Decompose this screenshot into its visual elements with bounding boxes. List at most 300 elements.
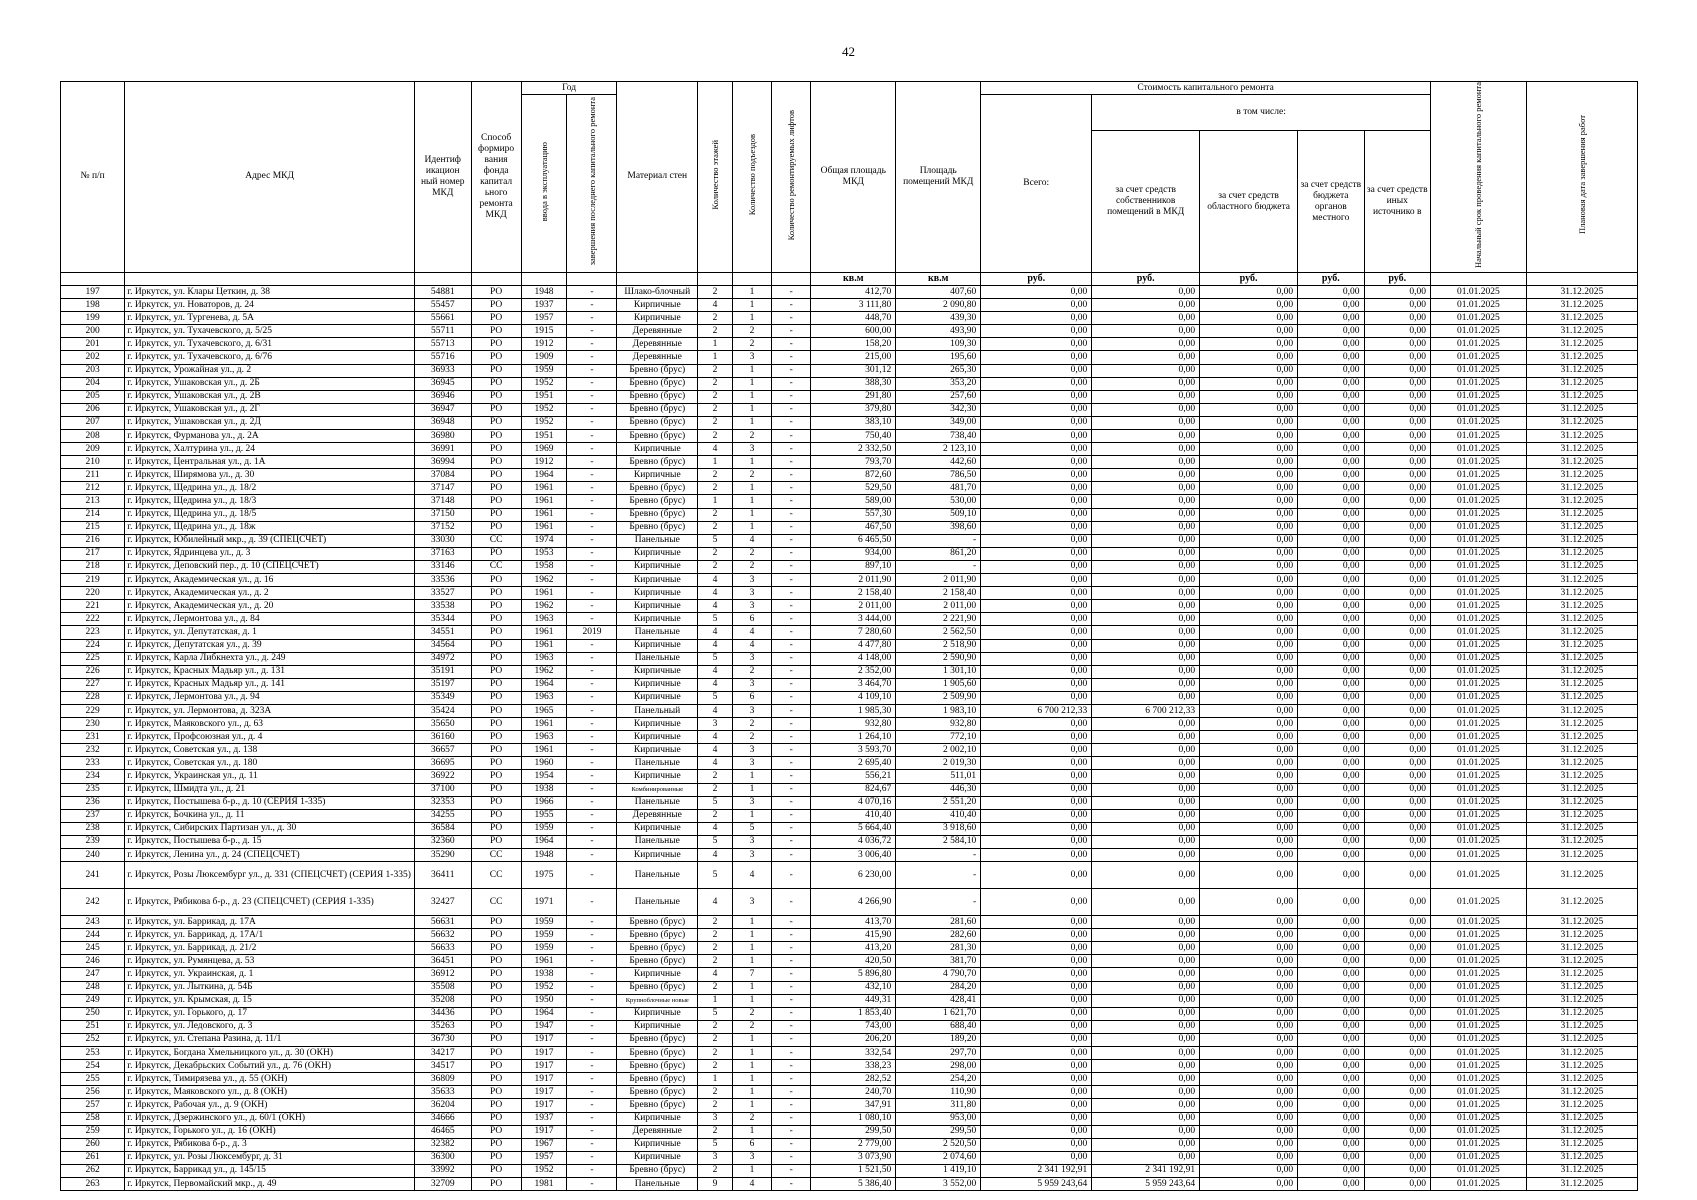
row-address: г. Иркутск, Щедрина ул., д. 18ж xyxy=(125,521,415,534)
row-address: г. Иркутск, ул. Новаторов, д. 24 xyxy=(125,299,415,312)
row-total-area: 282,52 xyxy=(811,1073,896,1086)
row-num: 249 xyxy=(61,994,125,1007)
header-cost-regional: за счет средств областного бюджета xyxy=(1200,131,1298,273)
row-entrances: 3 xyxy=(732,351,771,364)
row-walls: Кирпичные xyxy=(617,1112,698,1125)
row-cost-regional: 0,00 xyxy=(1200,456,1298,469)
row-year-last-repair: - xyxy=(567,1007,617,1020)
row-cost-local: 0,00 xyxy=(1298,678,1364,691)
row-cost-local: 0,00 xyxy=(1298,849,1364,862)
row-year-last-repair: - xyxy=(567,1073,617,1086)
row-floors: 1 xyxy=(698,994,733,1007)
row-cost-owners: 0,00 xyxy=(1092,639,1200,652)
row-year-last-repair: - xyxy=(567,1164,617,1177)
row-year-commission: 1951 xyxy=(521,390,567,403)
row-premises-area: 2 002,10 xyxy=(896,744,981,757)
table-row xyxy=(61,809,1638,822)
row-cost-total: 0,00 xyxy=(981,783,1092,796)
row-total-area: 5 896,80 xyxy=(811,968,896,981)
row-floors: 5 xyxy=(698,652,733,665)
row-end-date: 31.12.2025 xyxy=(1526,613,1637,626)
row-year-commission: 1967 xyxy=(521,1138,567,1151)
row-start-term: 01.01.2025 xyxy=(1430,809,1526,822)
row-cost-total: 0,00 xyxy=(981,469,1092,482)
row-total-area: 420,50 xyxy=(811,955,896,968)
row-total-area: 5 664,40 xyxy=(811,822,896,835)
row-cost-local: 0,00 xyxy=(1298,587,1364,600)
row-end-date: 31.12.2025 xyxy=(1526,783,1637,796)
row-walls: Кирпичные xyxy=(617,718,698,731)
row-cost-other: 0,00 xyxy=(1364,652,1430,665)
row-num: 214 xyxy=(61,508,125,521)
row-walls: Кирпичные xyxy=(617,443,698,456)
row-cost-local: 0,00 xyxy=(1298,495,1364,508)
row-cost-local: 0,00 xyxy=(1298,1020,1364,1033)
row-year-commission: 1952 xyxy=(521,377,567,390)
row-method: РО xyxy=(471,338,521,351)
row-walls: Деревянные xyxy=(617,351,698,364)
row-entrances: 3 xyxy=(732,757,771,770)
row-total-area: 449,31 xyxy=(811,994,896,1007)
row-premises-area: 311,80 xyxy=(896,1099,981,1112)
table-row xyxy=(61,430,1638,443)
row-ident: 36991 xyxy=(414,443,471,456)
row-cost-regional: 0,00 xyxy=(1200,929,1298,942)
row-walls: Деревянные xyxy=(617,1125,698,1138)
row-method: РО xyxy=(471,994,521,1007)
row-cost-owners: 0,00 xyxy=(1092,796,1200,809)
row-year-last-repair: - xyxy=(567,942,617,955)
row-address: г. Иркутск, Урожайная ул., д. 2 xyxy=(125,364,415,377)
row-start-term: 01.01.2025 xyxy=(1430,574,1526,587)
table-row xyxy=(61,443,1638,456)
row-cost-regional: 0,00 xyxy=(1200,600,1298,613)
row-year-commission: 1963 xyxy=(521,613,567,626)
row-lifts: - xyxy=(772,482,811,495)
row-walls: Кирпичные xyxy=(617,849,698,862)
row-cost-local: 0,00 xyxy=(1298,403,1364,416)
row-ident: 35344 xyxy=(414,613,471,626)
row-cost-other: 0,00 xyxy=(1364,1151,1430,1164)
row-cost-total: 0,00 xyxy=(981,718,1092,731)
row-entrances: 2 xyxy=(732,560,771,573)
row-year-last-repair: - xyxy=(567,955,617,968)
row-year-commission: 1961 xyxy=(521,718,567,731)
row-lifts: - xyxy=(772,691,811,704)
row-cost-regional: 0,00 xyxy=(1200,1086,1298,1099)
row-cost-regional: 0,00 xyxy=(1200,1177,1298,1190)
row-method: РО xyxy=(471,495,521,508)
row-cost-total: 0,00 xyxy=(981,443,1092,456)
row-year-commission: 1948 xyxy=(521,849,567,862)
row-address: г. Иркутск, ул. Крымская, д. 15 xyxy=(125,994,415,1007)
row-address: г. Иркутск, Тимирязева ул., д. 55 (ОКН) xyxy=(125,1073,415,1086)
row-num: 253 xyxy=(61,1047,125,1060)
row-cost-total: 0,00 xyxy=(981,587,1092,600)
row-end-date: 31.12.2025 xyxy=(1526,600,1637,613)
row-cost-owners: 0,00 xyxy=(1092,1047,1200,1060)
row-start-term: 01.01.2025 xyxy=(1430,1164,1526,1177)
row-cost-other: 0,00 xyxy=(1364,835,1430,848)
table-row xyxy=(61,731,1638,744)
row-cost-owners: 0,00 xyxy=(1092,312,1200,325)
row-ident: 56631 xyxy=(414,916,471,929)
row-start-term: 01.01.2025 xyxy=(1430,377,1526,390)
row-walls: Кирпичные xyxy=(617,1020,698,1033)
row-cost-regional: 0,00 xyxy=(1200,955,1298,968)
header-cost-total: Всего: xyxy=(981,95,1092,273)
row-cost-local: 0,00 xyxy=(1298,626,1364,639)
row-cost-regional: 0,00 xyxy=(1200,534,1298,547)
row-lifts: - xyxy=(772,718,811,731)
row-year-commission: 1961 xyxy=(521,744,567,757)
table-row xyxy=(61,639,1638,652)
row-num: 236 xyxy=(61,796,125,809)
row-num: 212 xyxy=(61,482,125,495)
row-premises-area: 2 520,50 xyxy=(896,1138,981,1151)
row-entrances: 2 xyxy=(732,325,771,338)
row-ident: 55457 xyxy=(414,299,471,312)
row-address: г. Иркутск, ул. Румянцева, д. 53 xyxy=(125,955,415,968)
row-walls: Бревно (брус) xyxy=(617,521,698,534)
row-floors: 2 xyxy=(698,1020,733,1033)
row-cost-other: 0,00 xyxy=(1364,731,1430,744)
row-address: г. Иркутск, Деповский пер., д. 10 (СПЕЦСЧЕТ) xyxy=(125,560,415,573)
row-end-date: 31.12.2025 xyxy=(1526,652,1637,665)
row-cost-local: 0,00 xyxy=(1298,652,1364,665)
row-cost-total: 0,00 xyxy=(981,456,1092,469)
row-year-last-repair: - xyxy=(567,534,617,547)
row-ident: 37152 xyxy=(414,521,471,534)
row-year-last-repair: - xyxy=(567,783,617,796)
row-cost-regional: 0,00 xyxy=(1200,916,1298,929)
row-cost-regional: 0,00 xyxy=(1200,521,1298,534)
row-cost-local: 0,00 xyxy=(1298,377,1364,390)
row-num: 221 xyxy=(61,600,125,613)
row-floors: 5 xyxy=(698,1007,733,1020)
row-cost-local: 0,00 xyxy=(1298,430,1364,443)
row-premises-area: 932,80 xyxy=(896,718,981,731)
row-cost-owners: 0,00 xyxy=(1092,1086,1200,1099)
row-num: 230 xyxy=(61,718,125,731)
row-total-area: 2 011,00 xyxy=(811,600,896,613)
header-ident: Идентиф икацион ный номер МКД xyxy=(414,82,471,273)
row-cost-local: 0,00 xyxy=(1298,809,1364,822)
header-including: в том числе: xyxy=(1092,95,1431,131)
row-end-date: 31.12.2025 xyxy=(1526,299,1637,312)
row-method: РО xyxy=(471,929,521,942)
row-premises-area: 2 584,10 xyxy=(896,835,981,848)
row-num: 220 xyxy=(61,587,125,600)
row-start-term: 01.01.2025 xyxy=(1430,1033,1526,1046)
row-cost-total: 0,00 xyxy=(981,770,1092,783)
row-cost-local: 0,00 xyxy=(1298,299,1364,312)
row-walls: Панельные xyxy=(617,757,698,770)
row-address: г. Иркутск, Баррикад ул., д. 145/15 xyxy=(125,1164,415,1177)
row-address: г. Иркутск, ул. Клары Цеткин, д. 38 xyxy=(125,285,415,298)
header-walls: Материал стен xyxy=(617,82,698,273)
row-method: СС xyxy=(471,849,521,862)
row-premises-area: 2 011,00 xyxy=(896,600,981,613)
row-total-area: 4 266,90 xyxy=(811,889,896,916)
row-cost-owners: 0,00 xyxy=(1092,1151,1200,1164)
row-cost-local: 0,00 xyxy=(1298,862,1364,889)
row-ident: 32353 xyxy=(414,796,471,809)
table-row xyxy=(61,495,1638,508)
row-lifts: - xyxy=(772,587,811,600)
row-lifts: - xyxy=(772,364,811,377)
row-walls: Бревно (брус) xyxy=(617,981,698,994)
table-row xyxy=(61,403,1638,416)
row-total-area: 412,70 xyxy=(811,285,896,298)
row-cost-regional: 0,00 xyxy=(1200,443,1298,456)
row-cost-regional: 0,00 xyxy=(1200,981,1298,994)
row-entrances: 3 xyxy=(732,600,771,613)
row-total-area: 2 158,40 xyxy=(811,587,896,600)
row-ident: 32709 xyxy=(414,1177,471,1190)
row-premises-area: 530,00 xyxy=(896,495,981,508)
row-cost-owners: 0,00 xyxy=(1092,1099,1200,1112)
row-cost-regional: 0,00 xyxy=(1200,403,1298,416)
row-end-date: 31.12.2025 xyxy=(1526,1112,1637,1125)
row-total-area: 215,00 xyxy=(811,351,896,364)
row-cost-local: 0,00 xyxy=(1298,665,1364,678)
row-floors: 2 xyxy=(698,325,733,338)
row-num: 257 xyxy=(61,1099,125,1112)
row-end-date: 31.12.2025 xyxy=(1526,955,1637,968)
row-end-date: 31.12.2025 xyxy=(1526,849,1637,862)
row-year-commission: 1961 xyxy=(521,521,567,534)
row-start-term: 01.01.2025 xyxy=(1430,312,1526,325)
row-ident: 37147 xyxy=(414,482,471,495)
row-cost-local: 0,00 xyxy=(1298,916,1364,929)
row-num: 198 xyxy=(61,299,125,312)
row-end-date: 31.12.2025 xyxy=(1526,1073,1637,1086)
row-floors: 5 xyxy=(698,534,733,547)
row-ident: 37100 xyxy=(414,783,471,796)
row-cost-regional: 0,00 xyxy=(1200,809,1298,822)
row-cost-regional: 0,00 xyxy=(1200,718,1298,731)
row-year-commission: 1959 xyxy=(521,916,567,929)
row-floors: 2 xyxy=(698,560,733,573)
row-premises-area: 257,60 xyxy=(896,390,981,403)
row-cost-other: 0,00 xyxy=(1364,456,1430,469)
row-method: РО xyxy=(471,443,521,456)
row-cost-total: 0,00 xyxy=(981,495,1092,508)
row-cost-other: 0,00 xyxy=(1364,547,1430,560)
row-premises-area: 2 123,10 xyxy=(896,443,981,456)
row-end-date: 31.12.2025 xyxy=(1526,469,1637,482)
row-start-term: 01.01.2025 xyxy=(1430,955,1526,968)
row-ident: 34666 xyxy=(414,1112,471,1125)
row-address: г. Иркутск, ул. Лыткина, д. 54Б xyxy=(125,981,415,994)
row-entrances: 1 xyxy=(732,981,771,994)
row-year-commission: 1961 xyxy=(521,639,567,652)
row-cost-total: 0,00 xyxy=(981,508,1092,521)
row-method: РО xyxy=(471,665,521,678)
row-premises-area: 1 301,10 xyxy=(896,665,981,678)
row-cost-local: 0,00 xyxy=(1298,968,1364,981)
row-num: 216 xyxy=(61,534,125,547)
row-address: г. Иркутск, ул. Горького, д. 17 xyxy=(125,1007,415,1020)
row-address: г. Иркутск, Фурманова ул., д. 2А xyxy=(125,430,415,443)
row-year-commission: 1959 xyxy=(521,822,567,835)
row-entrances: 3 xyxy=(732,849,771,862)
row-lifts: - xyxy=(772,1033,811,1046)
header-cost-owners: за счет средств собственников помещений в МКД xyxy=(1092,131,1200,273)
row-ident: 35508 xyxy=(414,981,471,994)
row-cost-owners: 0,00 xyxy=(1092,665,1200,678)
row-ident: 33527 xyxy=(414,587,471,600)
row-num: 244 xyxy=(61,929,125,942)
row-address: г. Иркутск, Лермонтова ул., д. 84 xyxy=(125,613,415,626)
row-walls: Панельные xyxy=(617,862,698,889)
row-cost-owners: 0,00 xyxy=(1092,325,1200,338)
row-cost-owners: 0,00 xyxy=(1092,390,1200,403)
row-entrances: 3 xyxy=(732,652,771,665)
row-lifts: - xyxy=(772,390,811,403)
header-year-group: Год xyxy=(521,82,617,95)
row-cost-other: 0,00 xyxy=(1364,955,1430,968)
row-ident: 35633 xyxy=(414,1086,471,1099)
row-cost-local: 0,00 xyxy=(1298,574,1364,587)
row-cost-local: 0,00 xyxy=(1298,1138,1364,1151)
table-row xyxy=(61,916,1638,929)
row-cost-other: 0,00 xyxy=(1364,1125,1430,1138)
row-ident: 55713 xyxy=(414,338,471,351)
row-cost-owners: 0,00 xyxy=(1092,916,1200,929)
row-year-commission: 1960 xyxy=(521,757,567,770)
row-entrances: 1 xyxy=(732,312,771,325)
row-lifts: - xyxy=(772,325,811,338)
row-lifts: - xyxy=(772,835,811,848)
row-year-last-repair: - xyxy=(567,456,617,469)
row-year-commission: 1950 xyxy=(521,994,567,1007)
row-start-term: 01.01.2025 xyxy=(1430,364,1526,377)
row-entrances: 3 xyxy=(732,835,771,848)
row-cost-other: 0,00 xyxy=(1364,403,1430,416)
row-ident: 34217 xyxy=(414,1047,471,1060)
row-cost-total: 0,00 xyxy=(981,351,1092,364)
row-start-term: 01.01.2025 xyxy=(1430,482,1526,495)
row-num: 259 xyxy=(61,1125,125,1138)
row-year-commission: 1912 xyxy=(521,456,567,469)
header-num: № п/п xyxy=(61,82,125,273)
row-lifts: - xyxy=(772,942,811,955)
row-method: РО xyxy=(471,1033,521,1046)
row-cost-other: 0,00 xyxy=(1364,665,1430,678)
row-cost-total: 0,00 xyxy=(981,835,1092,848)
row-cost-owners: 0,00 xyxy=(1092,981,1200,994)
row-lifts: - xyxy=(772,1020,811,1033)
row-start-term: 01.01.2025 xyxy=(1430,1073,1526,1086)
row-floors: 2 xyxy=(698,916,733,929)
row-cost-regional: 0,00 xyxy=(1200,1073,1298,1086)
row-cost-local: 0,00 xyxy=(1298,994,1364,1007)
row-cost-local: 0,00 xyxy=(1298,942,1364,955)
row-ident: 33536 xyxy=(414,574,471,587)
row-ident: 36809 xyxy=(414,1073,471,1086)
row-walls: Кирпичные xyxy=(617,678,698,691)
row-cost-other: 0,00 xyxy=(1364,942,1430,955)
row-walls: Кирпичные xyxy=(617,574,698,587)
row-premises-area: - xyxy=(896,560,981,573)
row-entrances: 1 xyxy=(732,916,771,929)
row-method: РО xyxy=(471,456,521,469)
row-year-commission: 1917 xyxy=(521,1073,567,1086)
row-address: г. Иркутск, Рябикова б-р., д. 3 xyxy=(125,1138,415,1151)
row-start-term: 01.01.2025 xyxy=(1430,665,1526,678)
row-cost-local: 0,00 xyxy=(1298,718,1364,731)
row-year-commission: 1952 xyxy=(521,981,567,994)
row-total-area: 347,91 xyxy=(811,1099,896,1112)
row-entrances: 4 xyxy=(732,639,771,652)
row-cost-other: 0,00 xyxy=(1364,770,1430,783)
row-cost-other: 0,00 xyxy=(1364,1073,1430,1086)
row-entrances: 3 xyxy=(732,744,771,757)
row-floors: 5 xyxy=(698,862,733,889)
row-cost-other: 0,00 xyxy=(1364,1099,1430,1112)
table-row xyxy=(61,364,1638,377)
row-cost-local: 0,00 xyxy=(1298,1060,1364,1073)
table-row xyxy=(61,665,1638,678)
row-year-commission: 1952 xyxy=(521,1164,567,1177)
row-floors: 3 xyxy=(698,1112,733,1125)
row-year-commission: 1909 xyxy=(521,351,567,364)
row-cost-local: 0,00 xyxy=(1298,325,1364,338)
row-cost-other: 0,00 xyxy=(1364,325,1430,338)
row-total-area: 3 073,90 xyxy=(811,1151,896,1164)
row-entrances: 1 xyxy=(732,377,771,390)
row-ident: 32427 xyxy=(414,889,471,916)
table-row xyxy=(61,299,1638,312)
row-address: г. Иркутск, Щедрина ул., д. 18/2 xyxy=(125,482,415,495)
header-address: Адрес МКД xyxy=(125,82,415,273)
row-cost-local: 0,00 xyxy=(1298,312,1364,325)
row-premises-area: 410,40 xyxy=(896,809,981,822)
row-start-term: 01.01.2025 xyxy=(1430,547,1526,560)
row-premises-area: 189,20 xyxy=(896,1033,981,1046)
row-floors: 1 xyxy=(698,351,733,364)
row-cost-regional: 0,00 xyxy=(1200,704,1298,717)
row-cost-other: 0,00 xyxy=(1364,929,1430,942)
row-entrances: 1 xyxy=(732,364,771,377)
row-floors: 2 xyxy=(698,416,733,429)
table-row xyxy=(61,1020,1638,1033)
row-walls: Панельные xyxy=(617,1177,698,1190)
row-entrances: 1 xyxy=(732,456,771,469)
row-cost-regional: 0,00 xyxy=(1200,325,1298,338)
row-cost-local: 0,00 xyxy=(1298,482,1364,495)
row-entrances: 2 xyxy=(732,469,771,482)
row-num: 204 xyxy=(61,377,125,390)
row-ident: 35208 xyxy=(414,994,471,1007)
row-floors: 3 xyxy=(698,1151,733,1164)
row-ident: 35290 xyxy=(414,849,471,862)
row-cost-other: 0,00 xyxy=(1364,968,1430,981)
row-start-term: 01.01.2025 xyxy=(1430,770,1526,783)
row-address: г. Иркутск, Украинская ул., д. 11 xyxy=(125,770,415,783)
row-cost-regional: 0,00 xyxy=(1200,587,1298,600)
row-cost-regional: 0,00 xyxy=(1200,547,1298,560)
row-walls: Кирпичные xyxy=(617,587,698,600)
row-year-last-repair: - xyxy=(567,377,617,390)
row-cost-owners: 0,00 xyxy=(1092,1020,1200,1033)
row-start-term: 01.01.2025 xyxy=(1430,338,1526,351)
row-cost-other: 0,00 xyxy=(1364,600,1430,613)
row-start-term: 01.01.2025 xyxy=(1430,652,1526,665)
row-end-date: 31.12.2025 xyxy=(1526,1086,1637,1099)
